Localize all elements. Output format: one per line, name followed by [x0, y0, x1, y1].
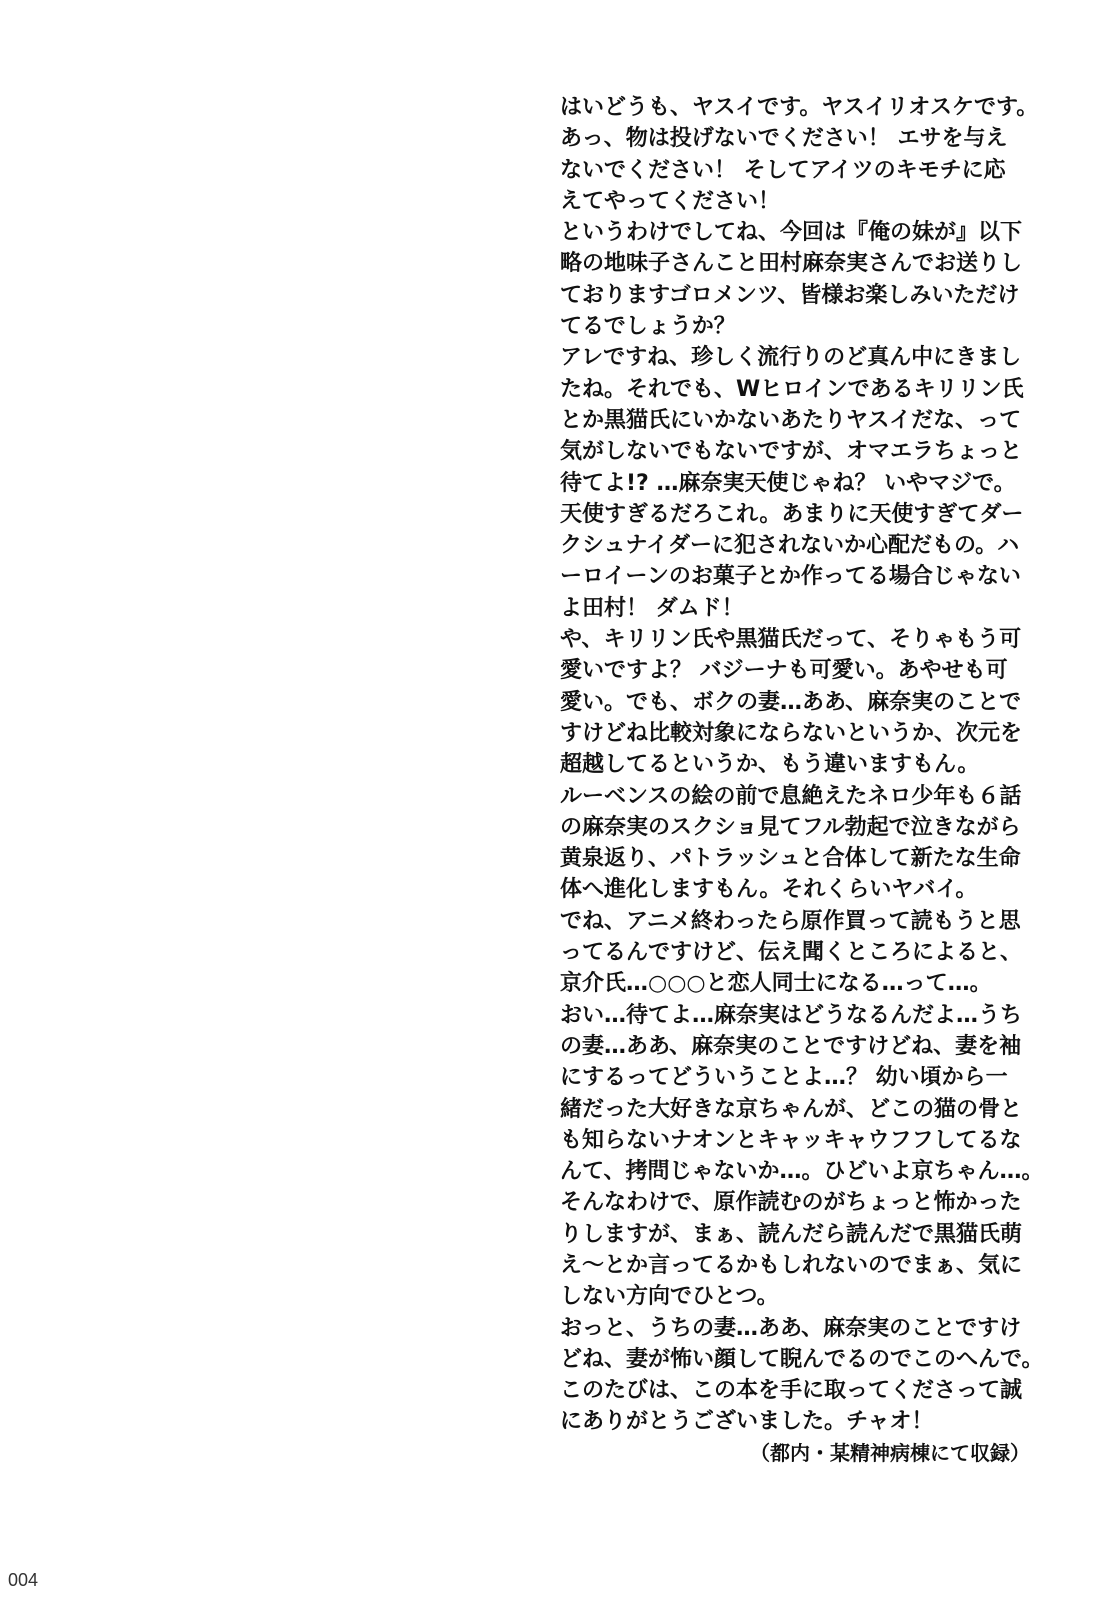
- text-line: しない方向でひとつ。: [560, 1284, 779, 1310]
- text-line: の麻奈実のスクショ見てフル勃起で泣きながら: [560, 814, 1021, 840]
- text-line: ルーベンスの絵の前で息絶えたネロ少年も６話: [560, 783, 1022, 809]
- text-line: にするってどういうことよ…？ 幼い頃から一: [560, 1065, 1008, 1091]
- text-line: 京介氏…○○○と恋人同士になる…って…。: [560, 971, 992, 997]
- text-line: 略の地味子さんこと田村麻奈実さんでお送りし: [560, 251, 1023, 277]
- text-line: おっと、うちの妻…ああ、麻奈実のことですけ: [560, 1315, 1022, 1341]
- text-line: たね。それでも、Wヒロインであるキリリン氏: [560, 376, 1024, 402]
- text-line: というわけでしてね、今回は『俺の妹が』以下: [560, 220, 1023, 246]
- text-line: とか黒猫氏にいかないあたりヤスイだな、って: [560, 407, 1022, 433]
- text-line: 気がしないでもないですが、オマエラちょっと: [560, 439, 1023, 465]
- text-line: 黄泉返り、パトラッシュと合体して新たな生命: [560, 846, 1021, 872]
- text-line: え〜とか言ってるかもしれないのでまぁ、気に: [560, 1252, 1023, 1278]
- text-line: 待てよ!? …麻奈実天使じゃね？ いやマジで。: [560, 470, 1016, 496]
- text-line: も知らないナオンとキャッキャウフフしてるな: [560, 1127, 1022, 1153]
- text-line: すけどね比較対象にならないというか、次元を: [560, 720, 1023, 746]
- text-line: にありがとうございました。チャオ！: [560, 1409, 934, 1435]
- text-line: でね、アニメ終わったら原作買って読もうと思: [560, 908, 1021, 934]
- text-line: クシュナイダーに犯されないか心配だもの。ハ: [560, 533, 1020, 559]
- text-line: 超越してるというか、もう違いますもん。: [560, 752, 980, 778]
- text-line: ーロイーンのお菓子とか作ってる場合じゃない: [560, 564, 1021, 590]
- text-line: そんなわけで、原作読むのがちょっと怖かった: [560, 1190, 1022, 1216]
- text-line: アレですね、珍しく流行りのど真ん中にきまし: [560, 345, 1022, 371]
- text-line: はいどうも、ヤスイです。ヤスイリオスケです。: [560, 95, 1039, 120]
- text-line: んて、拷問じゃないか…。ひどいよ京ちゃん…。: [560, 1159, 1044, 1185]
- page-number: 004: [8, 1570, 39, 1590]
- text-line: おい…待てよ…麻奈実はどうなるんだよ…うち: [560, 1002, 1023, 1028]
- recording-location-signature: （都内・某精神病棟にて収録）: [750, 1440, 1030, 1465]
- text-line: 体へ進化しますもん。それくらいヤバイ。: [560, 877, 978, 903]
- text-line: の妻…ああ、麻奈実のことですけどね、妻を袖: [560, 1033, 1022, 1059]
- text-line: 愛いですよ？ バジーナも可愛い。あやせも可: [560, 658, 1008, 684]
- text-line: ってるんですけど、伝え聞くところによると、: [560, 940, 1023, 966]
- text-line: よ田村！ ダムド！: [560, 595, 744, 621]
- text-line: りしますが、まぁ、読んだら読んだで黒猫氏萌: [560, 1221, 1023, 1247]
- text-line: ておりますゴロメンツ、皆様お楽しみいただけ: [560, 282, 1020, 308]
- text-line: 愛い。でも、ボクの妻…ああ、麻奈実のことで: [560, 689, 1022, 715]
- text-line: このたびは、この本を手に取ってくださって誠: [560, 1378, 1023, 1404]
- text-line: 天使すぎるだろこれ。あまりに天使すぎてダー: [560, 501, 1024, 527]
- text-line: てるでしょうか？: [560, 314, 736, 340]
- text-line: や、キリリン氏や黒猫氏だって、そりゃもう可: [560, 627, 1022, 653]
- text-line: あっ、物は投げないでください！ エサを与え: [560, 126, 1008, 152]
- text-line: どね、妻が怖い顔して睨んでるのでこのへんで。: [560, 1346, 1044, 1372]
- text-line: ないでください！ そしてアイツのキモチに応: [560, 157, 1006, 183]
- afterword-text: [560, 92, 1044, 1469]
- text-line: 緒だった大好きな京ちゃんが、どこの猫の骨と: [560, 1096, 1023, 1122]
- text-line: えてやってください！: [560, 188, 781, 214]
